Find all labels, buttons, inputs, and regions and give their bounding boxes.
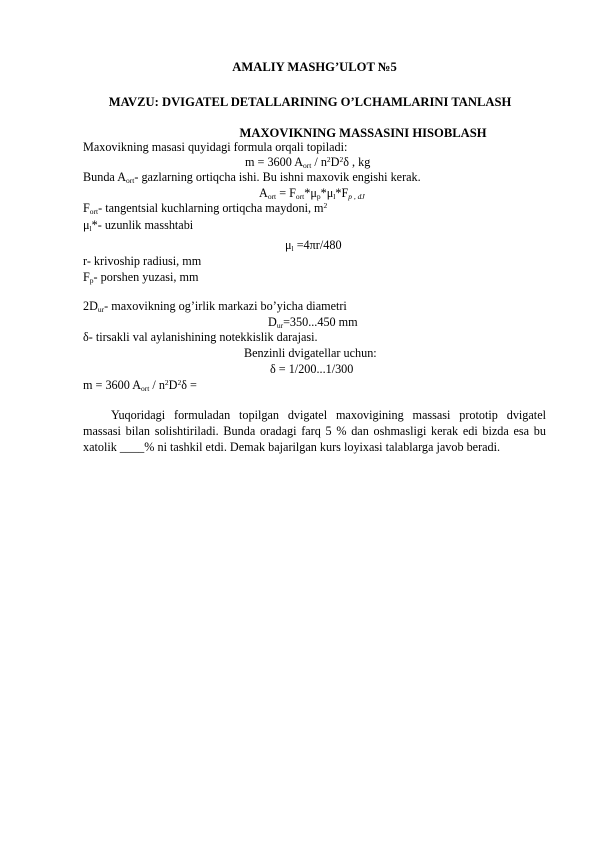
formula-aort: $A_{ort} = F_{ort}*\mu_p*\mu_l*F_{p , dJ}$ xyxy=(259,186,365,201)
definition-aort: Bunda $A_{ort}-$ gazlarning ortiqcha ishi. Bu ishni maxovik engishi kerak. xyxy=(83,170,421,185)
intro-text: Maxovikning masasi quyidagi formula orqali topiladi: xyxy=(83,140,348,154)
section-heading: MAXOVIKNING MASSASINI HISOBLASH xyxy=(239,126,487,140)
formula-delta: δ = 1/200...1/300 xyxy=(270,362,354,376)
definition-delta: δ- tirsakli val aylanishining notekkislik darajasi. xyxy=(83,330,318,344)
definition-fort: $F_{ort}-$ tangentsial kuchlarning ortiqcha maydoni, $m^2$ xyxy=(83,201,328,216)
definition-mu: $\mu_l*-$ uzunlik masshtabi xyxy=(83,218,194,233)
formula-mu: $\mu_l =4\pi r/480$ xyxy=(285,238,342,253)
benzin-label: Benzinli dvigatellar uchun: xyxy=(244,346,377,360)
definition-r: r- krivoship radiusi, mm xyxy=(83,254,202,268)
formula-mass-result: m = 3600 $A_{ort} / n^2D^2\delta$ = xyxy=(83,378,197,393)
definition-dur: $2D_{ur}-$ maxovikning og’irlik markazi bo’yicha diametri xyxy=(83,299,347,314)
conclusion-paragraph: Yuqoridagi formuladan topilgan dvigatel maxovigining massasi prototip dvigatel massasi bilan solishtiriladi. Bunda oradagi farq 5 % dan oshmasligi kerak edi bizda esa bu xatolik ____% ni tashkil etdi. Demak bajarilgan kurs loyixasi talablarga javob beradi. xyxy=(83,408,546,455)
formula-mass: m = 3600 $A_{ort} / n^2D^2\delta$ , kg xyxy=(245,155,371,170)
definition-fp: $F_p-$ porshen yuzasi, mm xyxy=(83,270,199,285)
page-title: AMALIY MASHG’ULOT №5 xyxy=(232,60,397,74)
formula-dur: $D_{ur}=350...450$ mm xyxy=(268,315,358,330)
topic-heading: MAVZU: DVIGATEL DETALLARINING O’LCHAMLARINI TANLASH xyxy=(108,95,512,109)
